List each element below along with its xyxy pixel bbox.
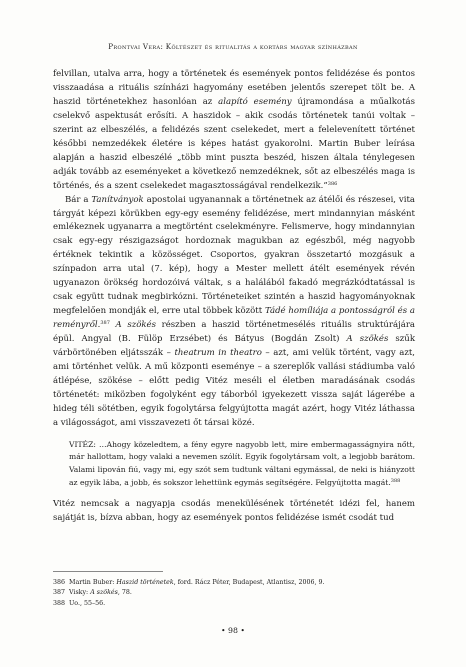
emphasis: A szökés <box>346 334 389 345</box>
running-header: Prontvai Vera: Költészet és ritualitás a kortárs magyar színházban <box>108 42 358 51</box>
quote-text: VITÉZ: …Ahogy közeledtem, a fény egyre nagyobb lett, mire embermagasságnyira nőtt, már hallottam, hogy valaki a nevemen szólít. Egyik fogolytársam volt, a legjobb barátom. Valami lipován fiú, vagy mi, egy szót sem tudtunk váltani egymással, de neki is hiányzott az egyik lába, a jobb, és sokszor lehettünk egymás segítségére. Felgyújtotta magát. <box>69 439 415 487</box>
footnote-text <box>69 578 325 588</box>
page-number: • 98 • <box>220 626 246 635</box>
paragraph-2 <box>53 194 415 431</box>
text-span: – azt, ami velük történt, vagy azt, ami történhet velük. A mű központi eseménye – a szereplők vallási stádiumba való átlépése, szökése – előtt pedig Vitéz meséli el életben maradásának csodás történetét: miközben fogolyként egy táborból igyekezett vissza saját lágerébe a hideg téli sötétben, egyik fogolytársa felgyújtotta magát azért, hogy Vitéz láthassa a világosságot, ami visszavezeti őt társai közé. <box>53 348 415 428</box>
text-span: Bár a <box>65 194 92 205</box>
text-span: Uo., 55–56. <box>69 599 106 607</box>
footnote-divider <box>53 571 163 572</box>
footnote-ref[interactable]: 388 <box>390 477 401 484</box>
footnote <box>53 578 415 588</box>
footnotes <box>53 578 415 609</box>
text-span: , ford. Rácz Péter, Budapest, Atlantisz, 2006, 9. <box>173 579 325 586</box>
emphasis: Tanítványok <box>91 194 144 205</box>
block-quote <box>69 439 415 490</box>
text-span: szűk várbörtönében eljátsszák – <box>53 334 415 359</box>
footnote-number: 386 <box>53 579 66 586</box>
footnote-text <box>69 588 132 598</box>
text-span: . <box>97 320 101 331</box>
paragraph-1 <box>53 68 415 194</box>
text-span: újramondása a műalkotás cselekvő aspektusát erősíti. A haszidok – akik csodás történetek tanúi voltak – szerint az elbeszélés, a felidézés szent cselekedet, mert a felelevenített történet későbbi nemzedékek életére is képes hatást gyakorolni. Martin Buber leírása alapján a haszid elbeszélé „több mint puszta beszéd, hiszen általa ténylegesen adják tovább az eseményeket a következő nemzedéknek, sőt az elbeszélés maga is történés, és a szent cselekedet magasztosságával rendelkezik.” <box>53 96 415 191</box>
text-span: részben a haszid történetmesélés rituális struktúrájára épül. Angyal (B. Fülöp Erzsébet) és Bátyus (Bogdán Zsolt) <box>53 320 415 345</box>
emphasis: A szökés <box>90 589 118 597</box>
text-span: felvillan, utalva arra, hogy a történetek és események pontos felidézése és pontos visszaadása a rituális színházi hagyomány esetében jelentős szerepet tölt be. A haszid történetekhez hasonlóan az <box>53 69 415 107</box>
footnote <box>53 588 415 598</box>
body-text <box>53 68 415 526</box>
text-span: Martin Buber: <box>69 579 117 586</box>
emphasis: Haszid történetek <box>116 579 174 586</box>
footnote-ref[interactable]: 387 <box>100 320 110 327</box>
text-span: , 78. <box>117 589 132 597</box>
emphasis: Tádé homíliája a pontosságról és a reményről <box>53 306 415 331</box>
footnote-ref[interactable]: 386 <box>327 180 338 187</box>
footnote-number: 388 <box>53 599 66 607</box>
text-span: Visky: <box>69 589 91 597</box>
emphasis: A szökés <box>115 320 157 331</box>
emphasis: alapító esemény <box>218 96 292 107</box>
emphasis: theatrum in theatro <box>174 348 262 359</box>
paragraph-3: Vitéz nemcsak a nagyapja csodás menekülésének történetét idézi fel, hanem sajátját is, bízva abban, hogy az események pontos felidézése ismét csodát tud <box>53 498 415 523</box>
text-span: apostolai ugyanannak a történetnek az átélői és részesei, vita tárgyát képezi körükben egy-egy esemény felidézése, mert mindannyian másként emlékeznek ugyanarra a megtörtént cselekményre. Felismerve, hogy mindannyian csak egy-egy részigazságot hordoznak magukban az egészből, még nagyobb értéknek tekintik a közösséget. Csoportos, gyakran összetartó mozgásuk a színpadon arra utal (7. kép), hogy a Mester mellett átélt események révén ugyanazon örökség hordozóivá váltak, s a halálából fakadó megrázkódtatással is csak együtt tudnak megbirkózni. Történeteiket szintén a haszid hagyományoknak megfelelően mondják el, erre utal többek között <box>53 194 415 317</box>
footnote <box>53 599 415 609</box>
footnote-number: 387 <box>53 589 66 597</box>
footnote-text <box>69 599 105 609</box>
